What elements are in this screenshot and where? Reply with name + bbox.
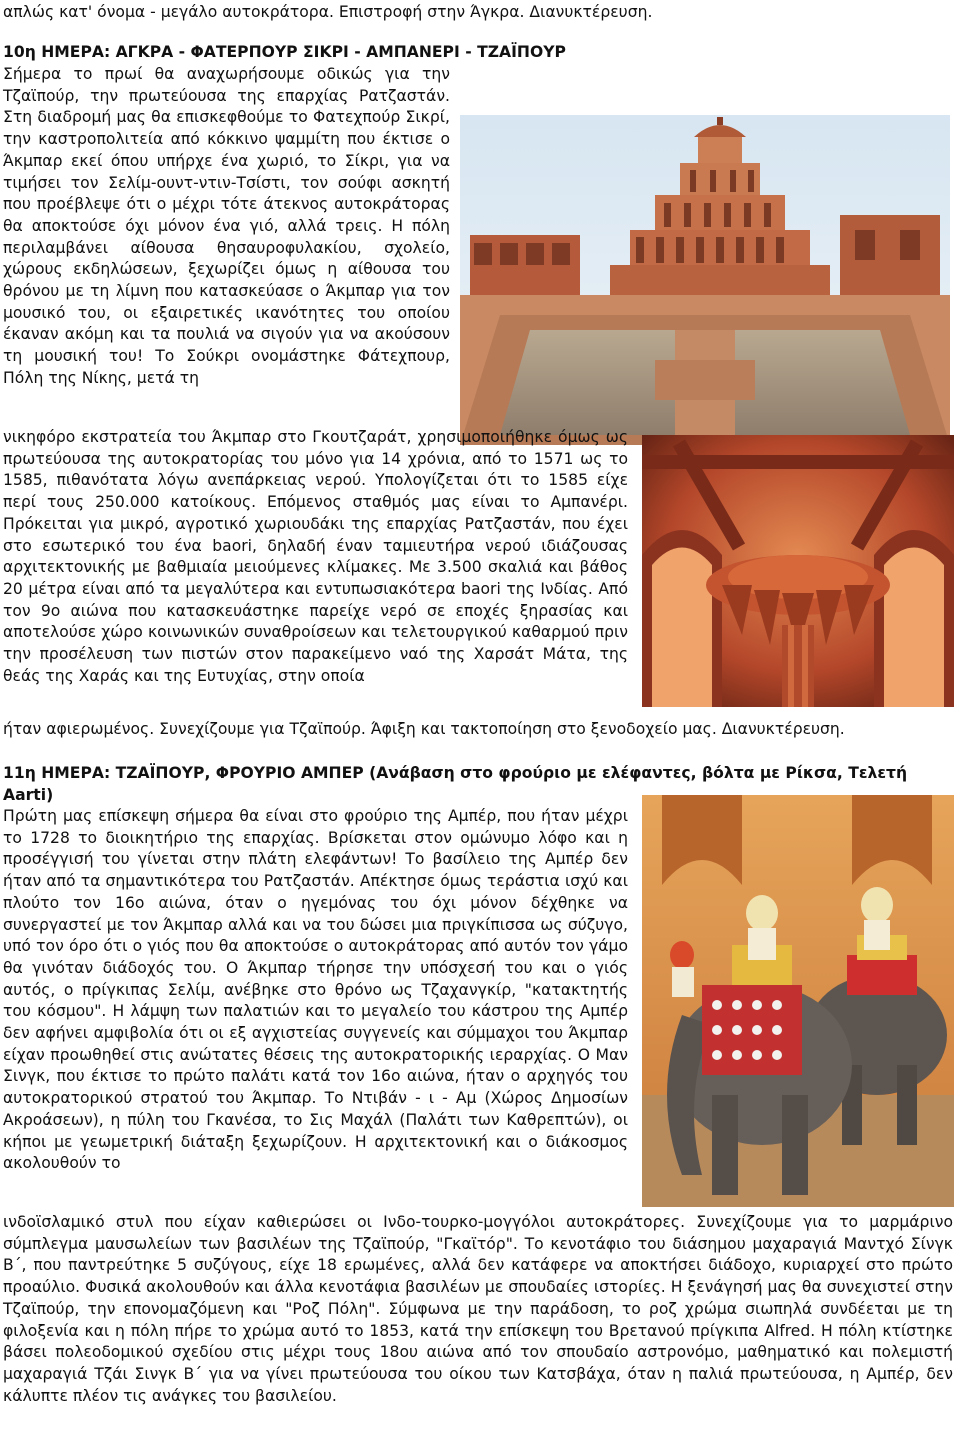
fatehpur-sikri-photo: [460, 115, 950, 445]
day10-heading: 10η ΗΜΕΡΑ: ΑΓΚΡΑ - ΦΑΤΕΡΠΟΥΡ ΣΙΚΡΙ - ΑΜΠΑΝΕΡΙ - ΤΖΑΪΠΟΥΡ: [3, 43, 566, 61]
day11-text-full-width: ινδοϊσλαμικό στυλ που είχαν καθιερώσει οι Ινδο-τουρκο-μογγόλοι αυτοκράτορες. Συνεχίζουμε για το μαρμάρινο σύμπλεγμα μαυσωλείων των βασιλέων της Τζαϊπούρ, "Γκαϊτόρ". Το κενοτάφιο του διάσημου μαχαραγιά Μαντχό Σίνγκ Β΄, που παντρεύτηκε 5 συζύγους, είχε 18 ερωμένες, αλλά δεν κατάφερε να αποκτήσει διάδοχο, κυριαρχεί στο πρώτο προαύλιο. Φυσικά ακολουθούν και άλλα κενοτάφια βασιλέων με σπουδαίες ιστορίες. Η ξενάγησή μας θα συνεχιστεί στην Τζαϊπούρ, την επονομαζόμενη και "Ροζ Πόλη". Σύμφωνα με την παράδοση, το ροζ χρώμα σιωπηλά συνδέεται με τη φιλοξενία και η πόλη πήρε το χρώμα αυτό το 1853, κατά την επίσκεψη του Βρετανού πρίγκιπα Alfred. Η πόλη κτίστηκε βάσει πολεοδομικού σχεδίου στις μέχρι τους 18ου αιώνα από τον σπουδαίο αστρονόμο, μαθηματικό και πολεμιστή μαχαραγιά Τζάι Σινγκ Β΄ για να γίνει πρωτεύουσα του οίκου των Κατσβάχα, όταν η παλιά πρωτεύουσα, η Αμπέρ, δεν κάλυπτε πλέον τις ανάγκες του βασιλείου.: [3, 1213, 953, 1405]
day11-heading: 11η ΗΜΕΡΑ: ΤΖΑΪΠΟΥΡ, ΦΡΟΥΡΙΟ ΑΜΠΕΡ (Ανάβαση στο φρούριο με ελέφαντες, βόλτα με Ρίκσα, Τελετή Aarti): [3, 764, 908, 804]
carved-pillar-photo: [642, 435, 954, 707]
day10-text-beside-image: Σήμερα το πρωί θα αναχωρήσουμε οδικώς για την Τζαϊπούρ, την πρωτεύουσα της επαρχίας Ρατζαστάν. Στη διαδρομή μας θα επισκεφθούμε το Φατεχπούρ Σικρί, την καστροπολιτεία από κόκκινο ψαμμίτη που έκτισε ο Άκμπαρ εκεί όπου υπήρχε ένα χωριό, το Σίκρι, για να τιμήσει τον Σελίμ-ουντ-ντιν-Τσίστι, τον σούφι ασκητή που προέβλεψε ότι ο μέχρι τότε άτεκνος αυτοκράτορας θα αποκτούσε όχι μόνον ένα γιό, αλλά τρεις. Η πόλη περιλαμβάνει αίθουσα θησαυροφυλακίου, σχολείο, χώρους εκδηλώσεων, ξεχωρίζει όμως η αίθουσα του θρόνου με τη λίμνη που κατασκεύασε ο Άκμπαρ για τον μουσικό του, οι εξαιρετικές ικανότητες του οποίου έκαναν ακόμη και τα πουλιά να σιγούν για να ακούσουν τη μουσική του! Το Σούκρι ονομάστηκε Φάτεχπουρ, Πόλη της Νίκης, μετά τη: [3, 65, 450, 387]
day10-text-continued: νικηφόρο εκστρατεία του Άκμπαρ στο Γκουτζαράτ, χρησιμοποιήθηκε όμως ως πρωτεύουσα της αυτοκρατορίας του μόνο για 14 χρόνια, από το 1571 ως το 1585, πιθανότατα λόγω ανεπάρκειας νερού. Υπολογίζεται ότι το 1585 είχε περί τους 250.000 κατοίκους. Επόμενος σταθμός μας είναι το Αμπανέρι. Πρόκειται για μικρό, αγροτικό χωριουδάκι της επαρχίας Ρατζαστάν, που έχει στο εσωτερικό του ένα baori, δηλαδή έναν ταμιευτήρα νερού ιδιάζουσας αρχιτεκτονικής με βαθμιαία μειούμενες κλίμακες. Με 3.500 σκαλιά και βάθος 20 μέτρα είναι από τα μεγαλύτερα και εντυπωσιακότερα baori της Ινδίας. Από τον 9ο αιώνα που κατασκευάστηκε παρείχε νερό σε εποχές ξηρασίας και αποτελούσε χώρο κοινωνικών συναθροίσεων και τελετουργικού καθαρμού πριν την προσέλευση των πιστών στον παρακείμενο ναό της Χαρσάτ Μάτα, της θεάς της Χαράς και της Ευτυχίας, στην οποία: [3, 428, 628, 685]
day10-text-full-width: ήταν αφιερωμένος. Συνεχίζουμε για Τζαϊπούρ. Άφιξη και τακτοποίηση στο ξενοδοχείο μας. Διανυκτέρευση.: [3, 720, 845, 738]
intro-paragraph: απλώς κατ' όνομα - μεγάλο αυτοκράτορα. Επιστροφή στην Άγκρα. Διανυκτέρευση.: [3, 3, 653, 21]
day11-text-beside-image: Πρώτη μας επίσκεψη σήμερα θα είναι στο φρούριο της Αμπέρ, που ήταν μέχρι το 1728 το διοικητήριο της επαρχίας. Βρίσκεται στον ομώνυμο λόφο και η προσέγγισή του γίνεται στην πλάτη ελεφάντων! Το βασίλειο της Αμπέρ δεν ήταν από τα σημαντικότερα του Ρατζαστάν. Απέκτησε όμως τεράστια ισχύ και πλούτο τον 16ο αιώνα, όταν ο ηγεμόνας του όχι μόνον δέχθηκε να συνεργαστεί με τον Άκμπαρ αλλά και να του δώσει μια πριγκίπισσα ως σύζυγο, υπό τον όρο ότι ο γιός που θα αποκτούσε ο αυτοκράτορας από αυτόν τον γάμο θα γινόταν διάδοχός του. Ο Άκμπαρ τήρησε την υπόσχεσή του και ο γιός αυτός, ο πρίγκιπας Σελίμ, ανέβηκε στο θρόνο ως Τζαχανγκίρ, "κατακτητής του κόσμου". Η λάμψη των παλατιών και το μεγαλείο του κάστρου της Αμπέρ δεν αφήνει αμφιβολία ότι οι εξ αγχιστείας συγγενείς και σύμμαχοι του Άκμπαρ είχαν προωθηθεί στις ανώτατες θέσεις της αυτοκρατορικής ιεραρχίας. Ο Μαν Σινγκ, που έκτισε το πρώτο παλάτι κατά τον 16ο αιώνα, ήταν ο αρχηγός του αυτοκρατορικού στρατού του Άκμπαρ. Το Ντιβάν - ι - Αμ (Χώρος Δημοσίων Ακροάσεων), η πύλη του Γκανέσα, το Σις Μαχάλ (Παλάτι των Καθρεπτών), οι κήποι με γεωμετρική διάταξη ξεχωρίζουν. Η αρχιτεκτονική και ο διάκοσμος ακολουθούν το: [3, 807, 628, 1173]
elephants-photo: [642, 795, 954, 1207]
